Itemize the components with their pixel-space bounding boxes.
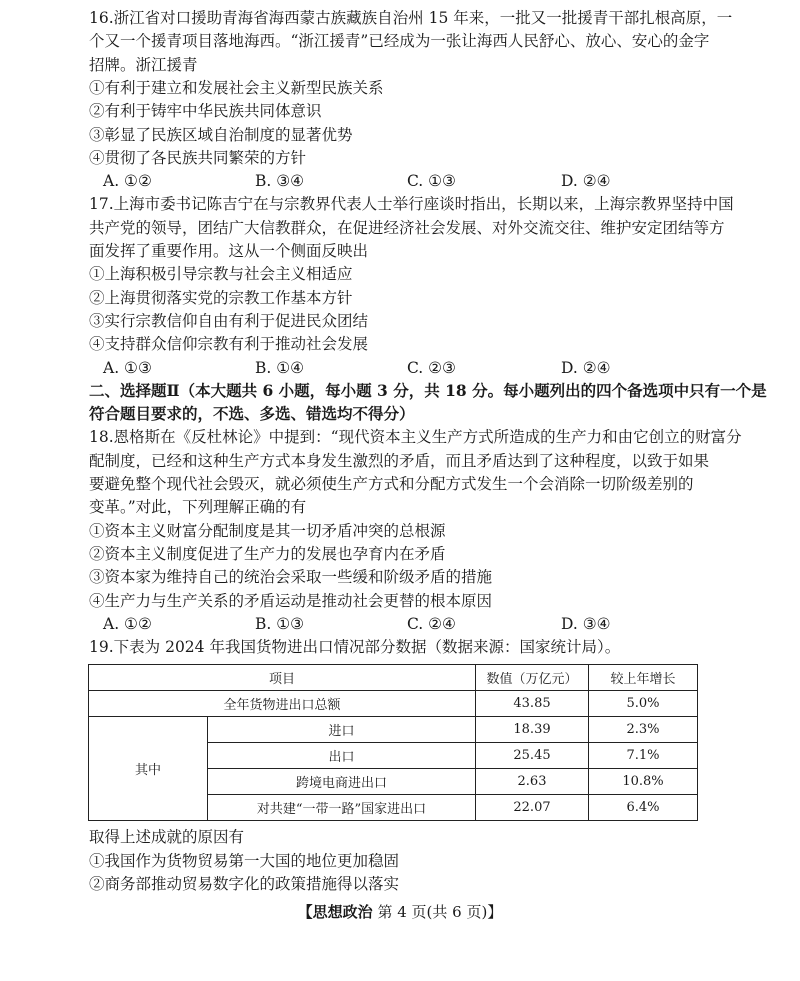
- header-growth: 较上年增长: [589, 665, 698, 691]
- q16-option-2: ②有利于铸牢中华民族共同体意识: [89, 102, 322, 121]
- q18-stem-line-3: 要避免整个现代社会毁灭，就必须使生产方式和分配方式发生一个会消除一切阶级差别的: [89, 475, 694, 493]
- q18-choice-a[interactable]: A. ①②: [103, 614, 152, 633]
- q17-choice-d[interactable]: D. ②④: [561, 358, 611, 377]
- q17-option-1: ①上海积极引导宗教与社会主义相适应: [89, 265, 353, 284]
- q18-choice-d[interactable]: D. ③④: [561, 614, 611, 633]
- q16-choice-a[interactable]: A. ①②: [103, 172, 152, 191]
- footer-page: 第 4 页(共 6 页)】: [377, 903, 503, 922]
- page-footer: [0, 901, 800, 922]
- q16-option-4: ④贯彻了各民族共同繁荣的方针: [89, 148, 307, 167]
- q18-stem-line-2: 配制度，已经和这种生产方式本身发生激烈的矛盾，而且矛盾达到了这种程度，以致于如果: [89, 451, 710, 470]
- q16-option-3: ③彰显了民族区域自治制度的显著优势: [89, 125, 353, 144]
- header-value: 数值（万亿元）: [476, 665, 589, 691]
- q19-stem: 19.下表为 2024 年我国货物进出口情况部分数据（数据来源：国家统计局）。: [89, 638, 621, 657]
- q16-choice-c[interactable]: C. ①③: [407, 172, 456, 191]
- row-value: 18.39: [476, 717, 589, 743]
- total-growth: 5.0%: [589, 691, 698, 717]
- row-label: 出口: [208, 743, 476, 769]
- table-row-total: [89, 691, 698, 717]
- q18-stem-line-1: 18.恩格斯在《反杜林论》中提到：“现代资本主义生产方式所造成的生产力和由它创立的财富分: [89, 428, 742, 447]
- q19-option-2: ②商务部推动贸易数字化的政策措施得以落实: [89, 875, 400, 893]
- trade-data-table: [88, 664, 698, 821]
- total-value: 43.85: [476, 691, 589, 717]
- q17-stem-line-1: 17.上海市委书记陈吉宁在与宗教界代表人士举行座谈时指出，长期以来，上海宗教界坚持中国: [89, 195, 734, 214]
- row-value: 25.45: [476, 743, 589, 769]
- q17-choice-c[interactable]: C. ②③: [407, 358, 456, 377]
- row-label: 跨境电商进出口: [208, 769, 476, 795]
- q18-option-4: ④生产力与生产关系的矛盾运动是推动社会更替的根本原因: [89, 591, 493, 610]
- footer-subject: 【思想政治: [297, 903, 373, 922]
- row-growth: 2.3%: [589, 717, 698, 743]
- q18-option-3: ③资本家为维持自己的统治会采取一些缓和阶级矛盾的措施: [89, 568, 493, 587]
- q18-choice-c[interactable]: C. ②④: [407, 614, 456, 633]
- q16-option-1: ①有利于建立和发展社会主义新型民族关系: [89, 78, 384, 97]
- group-label: 其中: [89, 717, 208, 821]
- q17-stem-line-3: 面发挥了重要作用。这从一个侧面反映出: [89, 242, 369, 260]
- q17-choice-a[interactable]: A. ①③: [103, 358, 152, 377]
- header-item: 项目: [89, 665, 476, 691]
- q17-option-4: ④支持群众信仰宗教有利于推动社会发展: [89, 335, 369, 354]
- row-label: 对共建“一带一路”国家进出口: [208, 795, 476, 821]
- row-growth: 10.8%: [589, 769, 698, 795]
- q18-choices: [0, 614, 800, 634]
- q16-stem-line-1: 16.浙江省对口援助青海省海西蒙古族藏族自治州 15 年来，一批又一批援青干部扎根高原，一: [89, 9, 733, 27]
- q18-choice-b[interactable]: B. ①③: [255, 614, 305, 633]
- q17-option-2: ②上海贯彻落实党的宗教工作基本方针: [89, 288, 353, 307]
- row-value: 2.63: [476, 769, 589, 795]
- table-header-row: [89, 665, 698, 691]
- q18-stem-line-4: 变革。”对此，下列理解正确的有: [89, 498, 307, 517]
- row-growth: 6.4%: [589, 795, 698, 821]
- q16-choice-d[interactable]: D. ②④: [561, 172, 611, 191]
- q17-stem-line-2: 共产党的领导，团结广大信教群众，在促进经济社会发展、对外交流交往、维护安定团结等方: [89, 218, 725, 237]
- q16-stem-line-2: 个又一个援青项目落地海西。“浙江援青”已经成为一张让海西人民舒心、放心、安心的金字: [89, 32, 710, 51]
- q17-option-3: ③实行宗教信仰自由有利于促进民众团结: [89, 311, 369, 330]
- q17-choice-b[interactable]: B. ①④: [255, 358, 305, 377]
- q17-choices: [0, 358, 800, 378]
- section-header-line-2: 符合题目要求的，不选、多选、错选均不得分）: [89, 404, 415, 424]
- row-label: 进口: [208, 717, 476, 743]
- table-row: [89, 717, 698, 743]
- q18-option-1: ①资本主义财富分配制度是其一切矛盾冲突的总根源: [89, 521, 446, 540]
- row-growth: 7.1%: [589, 743, 698, 769]
- q16-stem-line-3: 招牌。浙江援青: [89, 55, 198, 74]
- row-value: 22.07: [476, 795, 589, 821]
- q16-choice-b[interactable]: B. ③④: [255, 172, 305, 191]
- total-label: 全年货物进出口总额: [89, 691, 476, 717]
- section-header-line-1: 二、选择题Ⅱ（本大题共 6 小题，每小题 3 分，共 18 分。每小题列出的四个备选项中只有一个是: [89, 380, 767, 400]
- q16-choices: [0, 171, 800, 191]
- q19-after-table: 取得上述成就的原因有: [89, 828, 245, 847]
- q19-option-1: ①我国作为货物贸易第一大国的地位更加稳固: [89, 851, 400, 870]
- q18-option-2: ②资本主义制度促进了生产力的发展也孕育内在矛盾: [89, 544, 446, 563]
